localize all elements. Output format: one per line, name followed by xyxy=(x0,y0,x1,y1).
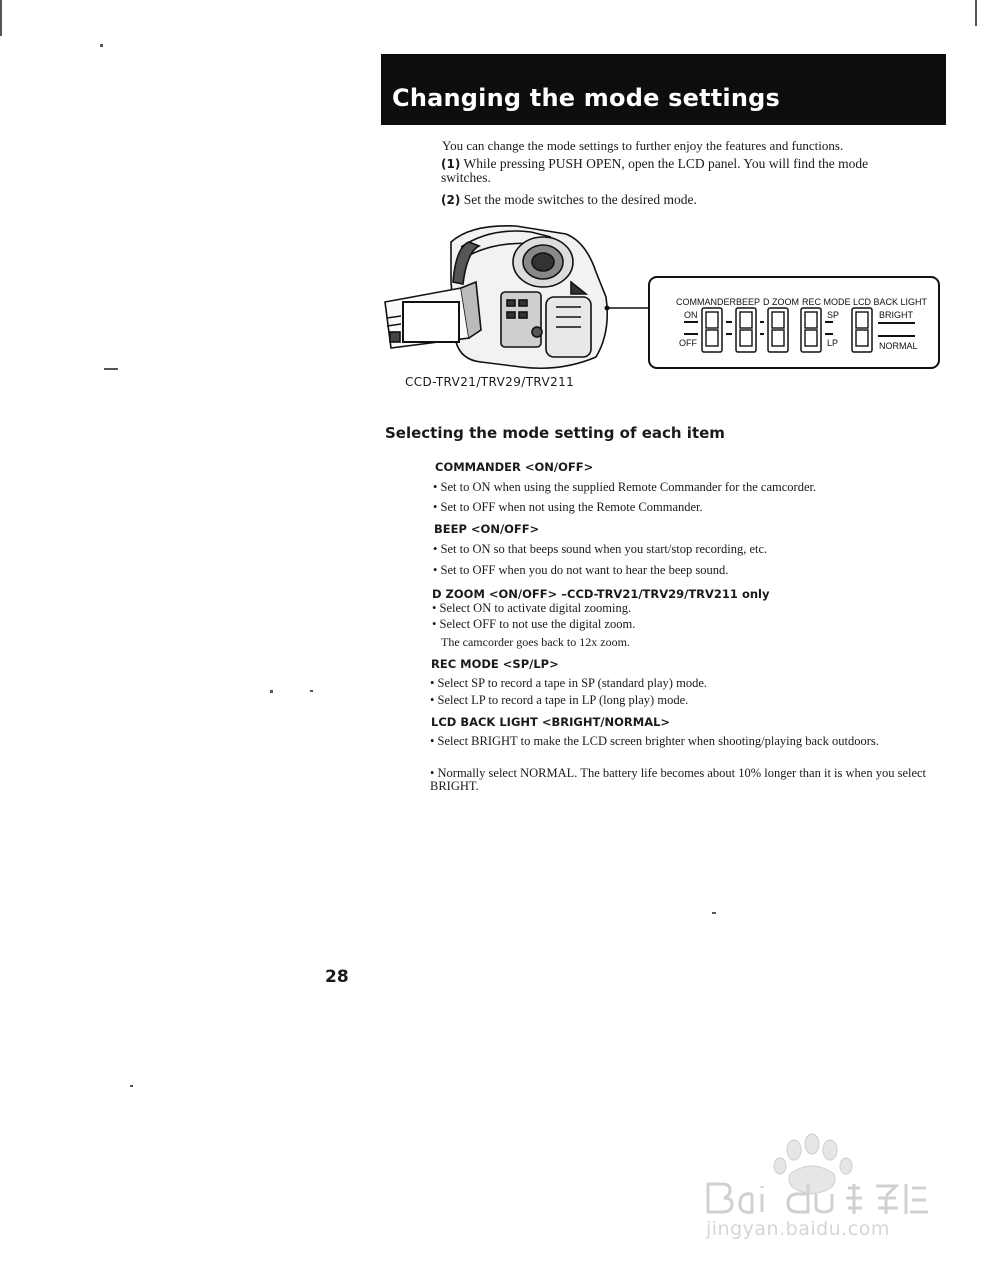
switch-bright-label: BRIGHT xyxy=(879,310,914,320)
figure-caption: CCD-TRV21/TRV29/TRV211 xyxy=(405,375,575,389)
switch-sp-label: SP xyxy=(827,310,840,320)
watermark-url: jingyan.baidu.com xyxy=(706,1218,890,1240)
step-text: Set the mode switches to the desired mode. xyxy=(463,192,697,207)
step-number: (1) xyxy=(441,157,461,171)
bullet-item: • Select OFF to not use the digital zoom. xyxy=(432,617,636,631)
step-text: While pressing PUSH OPEN, open the LCD panel. You will find the mode switches. xyxy=(441,156,869,185)
bullet-item: • Select ON to activate digital zooming. xyxy=(432,601,632,615)
zoom-note: The camcorder goes back to 12x zoom. xyxy=(441,635,630,649)
switch-label-lcd-back-light: LCD BACK LIGHT xyxy=(853,297,928,307)
scan-speck xyxy=(130,1085,133,1087)
intro-text: You can change the mode settings to further enjoy the features and functions. xyxy=(442,138,844,153)
scan-edge-mark xyxy=(975,0,977,26)
bullet-item: • Set to ON when using the supplied Remote Commander for the camcorder. xyxy=(433,480,817,494)
scan-edge-mark xyxy=(0,0,2,36)
bullet-item: • Set to ON so that beeps sound when you start/stop recording, etc. xyxy=(433,542,768,556)
bullet-item: • Normally select NORMAL. The battery life becomes about 10% longer than it is when you select BRIGHT. xyxy=(430,766,927,793)
switch-lp-label: LP xyxy=(827,338,839,348)
switch-label-rec-mode: REC MODE xyxy=(802,297,851,307)
page-number: 28 xyxy=(325,967,349,987)
page-title: Changing the mode settings xyxy=(392,84,780,112)
item-heading-rec-mode: REC MODE <SP/LP> xyxy=(431,657,559,671)
bullet-item: • Select SP to record a tape in SP (standard play) mode. xyxy=(430,676,707,690)
step-2 xyxy=(441,193,921,207)
scan-speck xyxy=(104,368,118,370)
item-heading-d-zoom: D ZOOM <ON/OFF> –CCD-TRV21/TRV29/TRV211 only xyxy=(432,587,770,601)
switch-label-commander: COMMANDER xyxy=(676,297,736,307)
scan-speck xyxy=(310,690,313,692)
switch-normal-label: NORMAL xyxy=(879,341,918,351)
scan-speck xyxy=(712,912,716,914)
step-1 xyxy=(441,157,921,185)
switch-on-label: ON xyxy=(684,310,698,320)
item-heading-lcd-back-light: LCD BACK LIGHT <BRIGHT/NORMAL> xyxy=(431,715,671,729)
bullet-item: • Set to OFF when not using the Remote Commander. xyxy=(433,500,703,514)
bullet-item: • Select BRIGHT to make the LCD screen brighter when shooting/playing back outdoors. xyxy=(430,734,879,748)
switch-label-beep: BEEP xyxy=(736,297,761,307)
switch-label-d-zoom: D ZOOM xyxy=(763,297,799,307)
section-heading: Selecting the mode setting of each item xyxy=(385,424,725,442)
bullet-item: • Select LP to record a tape in LP (long play) mode. xyxy=(430,693,689,707)
mode-switch-panel xyxy=(648,276,940,369)
item-heading-beep: BEEP <ON/OFF> xyxy=(434,522,540,536)
bullet-item: • Set to OFF when you do not want to hear the beep sound. xyxy=(433,563,729,577)
switch-off-label: OFF xyxy=(679,338,697,348)
scan-speck xyxy=(270,690,273,693)
switch-graphics xyxy=(650,278,938,367)
camcorder-illustration xyxy=(381,222,651,372)
item-heading-commander: COMMANDER <ON/OFF> xyxy=(435,460,594,474)
step-number: (2) xyxy=(441,193,461,207)
scan-speck xyxy=(100,44,103,47)
